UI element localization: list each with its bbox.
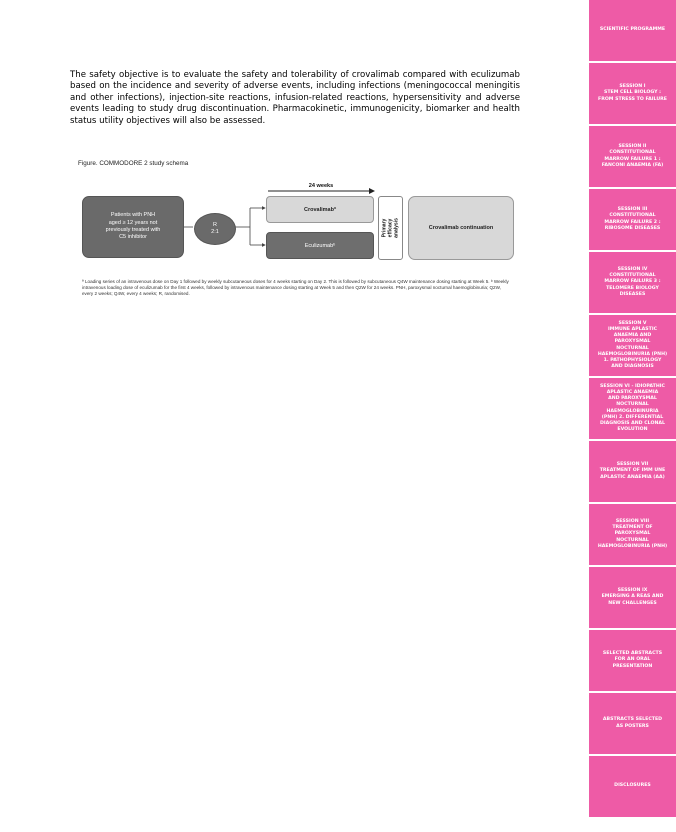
body-paragraph: The safety objective is to evaluate the safety and tolerability of crovalimab compared with eculizumab based on the incidence and severity of adverse events, including infections (meningococcal meningitis and other infections), injection-site reactions, infusion-related reactions, hypersensitivity and adverse events leading to study drug discontinuation. Pharmacokinetic, immunogenicity, biomarker and health status utility objectives will also be assessed. [70, 70, 520, 126]
main-content [70, 70, 520, 127]
sidebar-item-label: SESSION II CONSTITUTIONAL MARROW FAILURE 1 : FANCONI ANAEMIA (FA) [601, 144, 664, 168]
weeks-label: 24 weeks [308, 183, 334, 189]
primary-analysis-box [378, 196, 403, 260]
sidebar-item-label: SESSION III CONSTITUTIONAL MARROW FAILURE 2 : RIBOSOME DISEASES [604, 207, 661, 231]
sidebar-item-label: SESSION IX EMERGING A REAS AND NEW CHALLENGES [601, 588, 664, 606]
continuation-box: Crovalimab continuation [408, 196, 514, 260]
sidebar-item-label: DISCLOSURES [614, 783, 651, 789]
sidebar-item-label: SESSION VI - IDIOPATHIC APLASTIC ANAEMIA AND PAROXYSMAL NOCTURNAL HAEMOGLOBINURIA (PNH) 2. DIFFERENTIAL DIAGNOSIS AND CLONAL EVOLUTION [599, 384, 665, 432]
sidebar-item-4[interactable] [589, 189, 676, 250]
sidebar-item-12[interactable] [589, 693, 676, 754]
sidebar-nav [589, 0, 676, 832]
sidebar-item-label: SCIENTIFIC PROGRAMME [599, 27, 666, 33]
sidebar-item-label: SESSION I STEM CELL BIOLOGY : FROM STRESS TO FAILURE [598, 84, 667, 102]
sidebar-item-3[interactable] [589, 126, 676, 187]
primary-analysis-label: Primary efficacy analysis [381, 218, 400, 238]
sidebar-item-8[interactable] [589, 441, 676, 502]
sidebar-item-1[interactable] [589, 0, 676, 61]
sidebar-item-9[interactable] [589, 504, 676, 565]
sidebar-item-13[interactable] [589, 756, 676, 817]
sidebar-item-label: SESSION V IMMUNE APLASTIC ANAEMIA AND PAROXYSMAL NOCTURNAL HAEMOGLOBINURIA (PNH) 1. PATHOPHYSIOLOGY AND DIAGNOSIS [597, 321, 668, 369]
figure-caption: Figure. COMMODORE 2 study schema [78, 160, 189, 167]
eculizumab-arm: Eculizumabᵇ [266, 232, 374, 259]
sidebar-item-10[interactable] [589, 567, 676, 628]
randomisation-node: R 2:1 [194, 213, 236, 245]
sidebar-item-6[interactable] [589, 315, 676, 376]
sidebar-item-5[interactable] [589, 252, 676, 313]
sidebar-item-label: SELECTED ABSTRACTS FOR AN ORAL PRESENTATION [602, 651, 663, 669]
sidebar-item-label: SESSION VIII TREATMENT OF PAROXYSMAL NOCTURNAL HAEMOGLOBINURIA (PNH) [597, 519, 668, 549]
sidebar-item-2[interactable] [589, 63, 676, 124]
crovalimab-arm: Crovalimabª [266, 196, 374, 223]
figure-footnote: ª Loading series of an intravenous dose on Day 1 followed by weekly subcutaneous doses for 4 weeks starting on Day 2. This is followed by subcutaneous Q4W maintenance dosing starting at Week 5. ᵇ Weekly intravenous loading dose of eculizumab for the first 4 weeks, followed by intravenous maintenance dosing starting at Week 5 and then Q2W for 24 weeks. PNH, paroxysmal nocturnal haemoglobinuria; Q2W, every 2 weeks; Q4W, every 4 weeks; R, randomised. [82, 279, 509, 297]
sidebar-item-7[interactable] [589, 378, 676, 439]
sidebar-item-11[interactable] [589, 630, 676, 691]
sidebar-item-label: ABSTRACTS SELECTED AS POSTERS [602, 717, 663, 729]
sidebar-item-label: SESSION IV CONSTITUTIONAL MARROW FAILURE 3 : TELOMERE BIOLOGY DISEASES [604, 267, 661, 297]
sidebar-item-label: SESSION VII TREATMENT OF IMM UNE APLASTIC ANAEMIA (AA) [599, 462, 666, 480]
patients-box: Patients with PNH aged ≥ 12 years not previously treated with C5 inhibitor [82, 196, 184, 258]
